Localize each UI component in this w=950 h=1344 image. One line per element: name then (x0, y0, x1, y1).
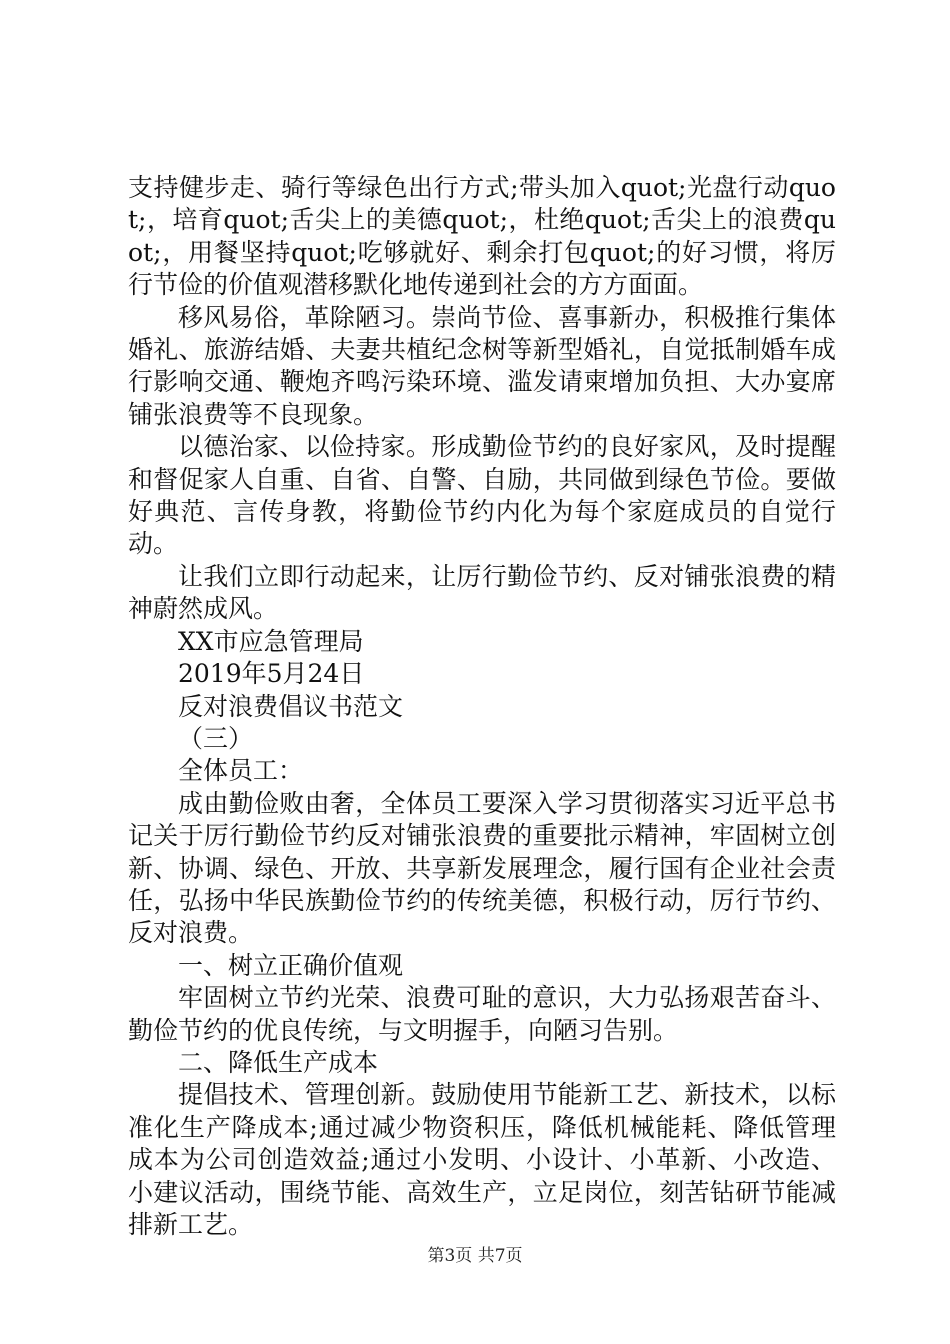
page-footer: 第3页 共7页 (427, 1246, 523, 1266)
signature-date: 2019年5月24日 (178, 659, 365, 689)
signature-organization: XX市应急管理局 (178, 626, 364, 656)
document-body (128, 172, 836, 1241)
paragraph: 成由勤俭败由奢，全体员工要深入学习贯彻落实习近平总书记关于厉行勤俭节约反对铺张浪费的重要批示精神，牢固树立创新、协调、绿色、开放、共享新发展理念，履行国有企业社会责任，弘扬中华民族勤俭节约的传统美德，积极行动，厉行节约、反对浪费。 (128, 788, 836, 948)
salutation: 全体员工： (178, 756, 304, 786)
paragraph: 牢固树立节约光荣、浪费可耻的意识，大力弘扬艰苦奋斗、勤俭节约的优良传统，与文明握手，向陋习告别。 (128, 983, 836, 1045)
section-title: 反对浪费倡议书范文 (178, 691, 404, 721)
section-number: （三） (178, 723, 254, 753)
paragraph: 支持健步走、骑行等绿色出行方式;带头加入quot;光盘行动quot;，培育quot;舌尖上的美德quot;，杜绝quot;舌尖上的浪费quot;，用餐坚持quot;吃够就好、剩余打包quot;的好习惯，将厉行节俭的价值观潜移默化地传递到社会的方方面面。 (128, 173, 836, 300)
heading-2: 二、降低生产成本 (178, 1047, 379, 1077)
heading-1: 一、树立正确价值观 (178, 950, 404, 980)
paragraph: 以德治家、以俭持家。形成勤俭节约的良好家风，及时提醒和督促家人自重、自省、自警、自励，共同做到绿色节俭。要做好典范、言传身教，将勤俭节约内化为每个家庭成员的自觉行动。 (128, 432, 836, 559)
paragraph: 移风易俗，革除陋习。崇尚节俭、喜事新办，积极推行集体婚礼、旅游结婚、夫妻共植纪念树等新型婚礼，自觉抵制婚车成行影响交通、鞭炮齐鸣污染环境、滥发请柬增加负担、大办宴席铺张浪费等不良现象。 (128, 302, 836, 429)
paragraph: 提倡技术、管理创新。鼓励使用节能新工艺、新技术，以标准化生产降成本;通过减少物资积压，降低机械能耗、降低管理成本为公司创造效益;通过小发明、小设计、小革新、小改造、小建议活动，围绕节能、高效生产，立足岗位，刻苦钻研节能减排新工艺。 (128, 1080, 836, 1239)
paragraph: 让我们立即行动起来，让厉行勤俭节约、反对铺张浪费的精神蔚然成风。 (128, 561, 836, 624)
